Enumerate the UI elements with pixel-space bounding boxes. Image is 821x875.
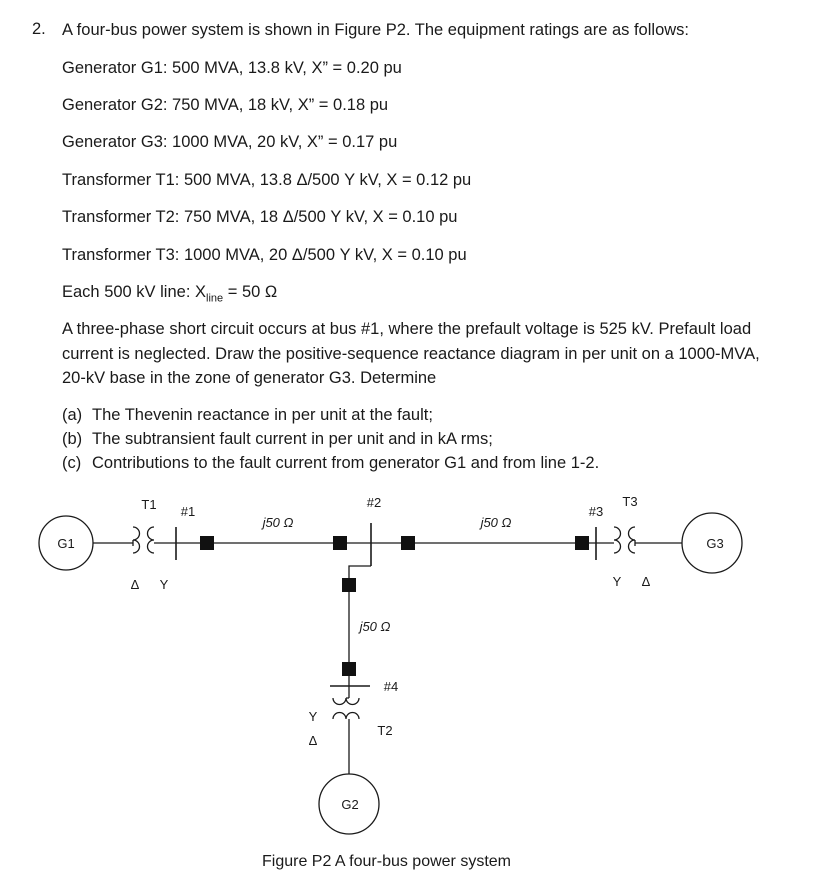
- line-1-2-label: j50 Ω: [262, 515, 294, 530]
- transformer-t1-secondary-coil: [148, 527, 155, 553]
- line-2-3-label: j50 Ω: [480, 515, 512, 530]
- line-rating-sub: line: [206, 292, 224, 305]
- g1-label: G1: [57, 536, 75, 551]
- t2-wye-symbol: Y: [308, 709, 318, 724]
- rating-t3: Transformer T3: 1000 MVA, 20 Δ/500 Y kV, X = 0.10 pu: [62, 246, 467, 264]
- t3-label: T3: [622, 494, 638, 509]
- description-line-2: current is neglected. Draw the positive-sequence reactance diagram in per unit on a 1000-MVA,: [62, 345, 760, 363]
- transformer-t1-primary-coil: [133, 527, 140, 553]
- rating-g1: Generator G1: 500 MVA, 13.8 kV, X” = 0.20 pu: [62, 59, 402, 77]
- t1-wye-symbol: Y: [159, 577, 169, 592]
- breaker-line12-bus2: [333, 536, 347, 550]
- transformer-t3-primary-coil: [614, 527, 621, 553]
- bus-2-tap: [349, 566, 371, 578]
- breaker-bus4: [342, 662, 356, 676]
- breaker-line23-bus2: [401, 536, 415, 550]
- question-a-label: (a): [62, 406, 83, 424]
- rating-g3: Generator G3: 1000 MVA, 20 kV, X” = 0.17 pu: [62, 133, 398, 151]
- question-a-text: The Thevenin reactance in per unit at the fault;: [92, 406, 433, 424]
- question-b-label: (b): [62, 430, 83, 448]
- transformer-t2-primary-coil: [333, 698, 359, 705]
- breaker-bus3: [575, 536, 589, 550]
- breaker-bus1: [200, 536, 214, 550]
- bus-1-label: #1: [180, 504, 196, 519]
- rating-t1: Transformer T1: 500 MVA, 13.8 Δ/500 Y kV, X = 0.12 pu: [62, 171, 472, 189]
- problem-number: 2.: [32, 20, 46, 38]
- rating-g2: Generator G2: 750 MVA, 18 kV, X” = 0.18 pu: [62, 96, 389, 114]
- line-2-4-label: j50 Ω: [359, 619, 391, 634]
- t1-delta-symbol: Δ: [130, 577, 140, 592]
- question-c-label: (c): [62, 454, 82, 472]
- problem-intro: A four-bus power system is shown in Figure P2. The equipment ratings are as follows:: [62, 21, 689, 39]
- question-c-text: Contributions to the fault current from generator G1 and from line 1-2.: [92, 454, 600, 472]
- g3-label: G3: [706, 536, 724, 551]
- transformer-t3-secondary-coil: [629, 527, 635, 553]
- line-rating-suffix: = 50 Ω: [223, 283, 278, 301]
- bus-3-label: #3: [588, 504, 604, 519]
- breaker-line24-bus2: [342, 578, 356, 592]
- figure-caption: Figure P2 A four-bus power system: [262, 853, 511, 870]
- transformer-t2-secondary-coil: [333, 713, 359, 720]
- question-b-text: The subtransient fault current in per unit and in kA rms;: [92, 430, 493, 448]
- t3-delta-symbol: Δ: [641, 574, 651, 589]
- line-rating-prefix: Each 500 kV line: X: [62, 283, 207, 301]
- rating-t2: Transformer T2: 750 MVA, 18 Δ/500 Y kV, X = 0.10 pu: [62, 208, 458, 226]
- t3-wye-symbol: Y: [612, 574, 622, 589]
- description-line-1: A three-phase short circuit occurs at bus #1, where the prefault voltage is 525 kV. Prefault load: [62, 320, 752, 338]
- bus-2-label: #2: [366, 495, 382, 510]
- t2-label: T2: [377, 723, 393, 738]
- g2-label: G2: [341, 797, 359, 812]
- bus-4-label: #4: [383, 679, 399, 694]
- description-line-3: 20-kV base in the zone of generator G3. Determine: [62, 369, 437, 387]
- t1-label: T1: [141, 497, 157, 512]
- t2-delta-symbol: Δ: [308, 733, 318, 748]
